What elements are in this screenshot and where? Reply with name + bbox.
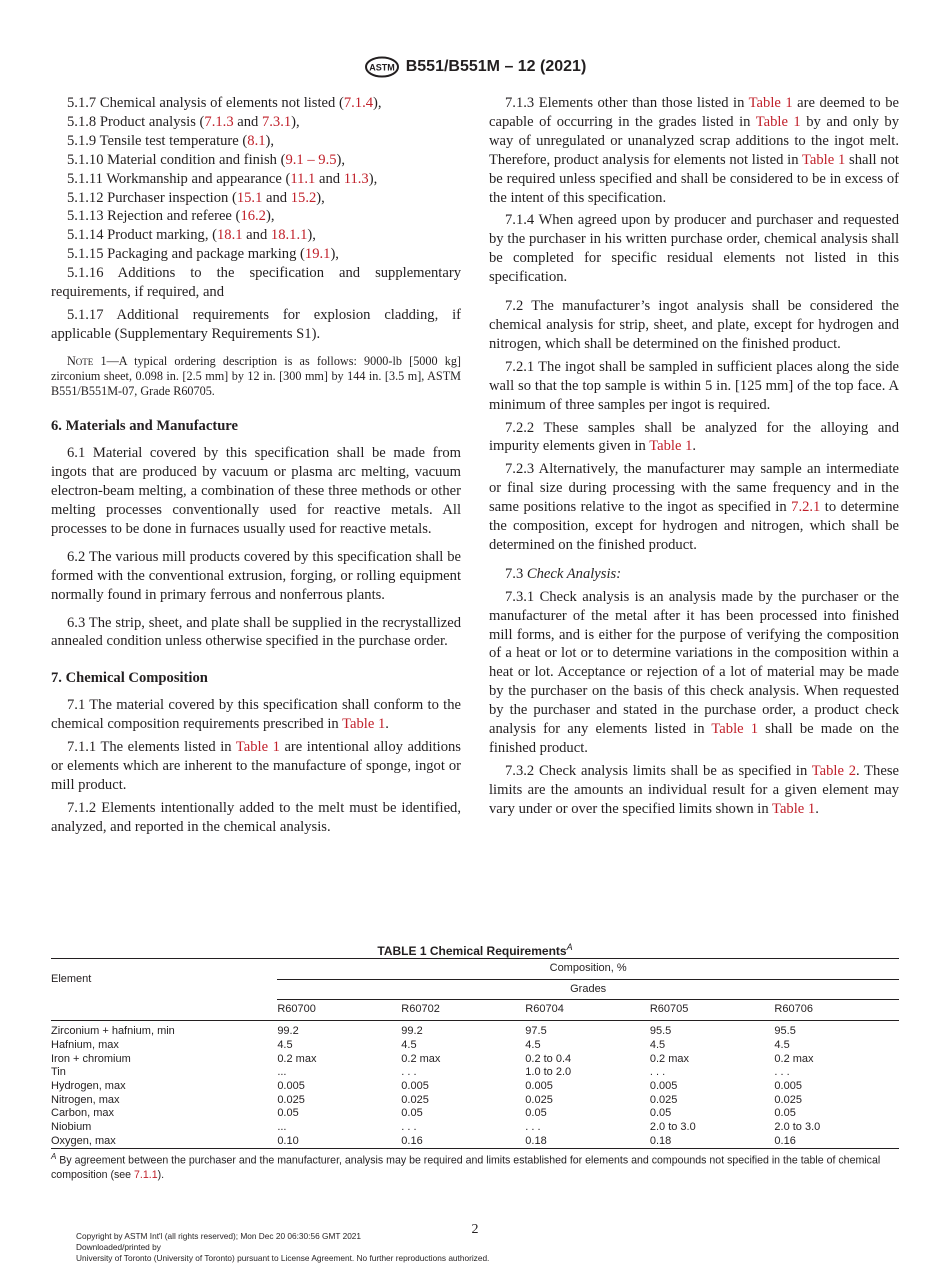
- value-cell: . . .: [401, 1066, 417, 1079]
- table-row: [51, 1094, 899, 1108]
- table-1-link[interactable]: Table 1: [802, 151, 846, 168]
- copyright-notice: [76, 1231, 489, 1263]
- para-7-1-text: 7.1 The material covered by this specification shall conform to the chemical composition requirements prescribed in: [51, 697, 461, 733]
- table-row: [51, 1121, 899, 1135]
- footnote-mark: A: [51, 1152, 57, 1161]
- table-row: [51, 1021, 899, 1039]
- element-cell: Niobium: [51, 1121, 92, 1134]
- astm-logo-icon: [364, 56, 400, 78]
- para-7-3-1-text: 7.3.1 Check analysis is an analysis made by the purchaser or the manufacturer of the metal after it has been processed into finished mill forms, and is either for the purpose of verifying the composition of a heat or lot or to determine variations in the composition within a heat or lot. Acceptance or rejection of a lot of material may be made by the purchaser on the basis of this check analysis. When requested by the purchaser and stated in the purchase order, a product check analysis for any elements listed in: [489, 588, 899, 738]
- table-caption-footnote-mark: A: [566, 942, 573, 952]
- right-column: [489, 94, 899, 819]
- value-cell: 4.5: [277, 1038, 293, 1051]
- list-item-text: 5.1.12 Purchaser inspection (: [67, 189, 237, 206]
- section-7-2-1-link[interactable]: 7.2.1: [791, 499, 821, 516]
- copyright-line: Copyright by ASTM Int'l (all rights reserved); Mon Dec 20 06:30:56 GMT 2021: [76, 1231, 362, 1241]
- value-cell: 0.005: [525, 1079, 553, 1092]
- section-ref-link[interactable]: 16.2: [240, 208, 266, 225]
- element-cell: Hydrogen, max: [51, 1079, 126, 1092]
- para-7-3-1: [489, 588, 899, 758]
- grades-header: Grades: [277, 979, 899, 1000]
- footnote-end: ).: [157, 1168, 165, 1181]
- value-cell: 0.2 max: [277, 1052, 317, 1065]
- para-6-2: 6.2 The various mill products covered by this specification shall be formed with the conventional extrusion, forging, or rolling equipment normally found in primary ferrous and nonferrous plants.: [51, 548, 461, 603]
- table-row: [51, 1053, 899, 1067]
- section-ref-link[interactable]: 8.1: [247, 132, 266, 149]
- composition-header: Composition, %: [277, 959, 899, 980]
- value-cell: 0.005: [774, 1079, 802, 1092]
- table-1-link[interactable]: Table 1: [755, 113, 801, 130]
- left-column: [51, 94, 461, 837]
- list-item-text: 5.1.11 Workmanship and appearance (: [67, 170, 291, 187]
- value-cell: 97.5: [525, 1025, 547, 1038]
- para-7-3: [489, 565, 899, 584]
- svg-text:ASTM: ASTM: [368, 62, 395, 73]
- element-cell: Oxygen, max: [51, 1135, 277, 1149]
- ordering-requirements-list: [51, 94, 461, 264]
- value-cell: 1.0 to 2.0: [525, 1066, 572, 1079]
- value-cell: 0.025: [401, 1093, 429, 1106]
- list-item-separator: and: [242, 227, 271, 244]
- table-row: [51, 1066, 899, 1080]
- value-cell: 0.2 to 0.4: [525, 1052, 572, 1065]
- para-6-1: 6.1 Material covered by this specification shall be made from ingots that are produced by vacuum or plasma arc melting, vacuum electron-beam melting, a combination of these three methods or other melting processes conventionally used for reactive metals. All processes to be done in furnaces usually used for reactive metals.: [51, 445, 461, 537]
- para-7-1-3-text-d: shall not be required unless specified and shall be considered to be in excess of the intent of this specification.: [489, 151, 899, 206]
- element-cell: Tin: [51, 1066, 66, 1079]
- value-cell: . . .: [774, 1066, 790, 1079]
- table-1-link[interactable]: Table 1: [235, 739, 280, 756]
- value-cell: 0.2 max: [774, 1052, 814, 1065]
- value-cell: 0.16: [401, 1135, 525, 1149]
- para-7-3-1-end: shall be made on the finished product.: [489, 721, 899, 756]
- document-title: B551/B551M – 12 (2021): [405, 58, 587, 75]
- section-ref-link[interactable]: 15.2: [290, 189, 317, 206]
- grades-row-spacer: [51, 1000, 277, 1021]
- table-1-link[interactable]: Table 1: [649, 438, 693, 455]
- para-7-2-2-end: .: [692, 438, 697, 455]
- para-5-1-16: 5.1.16 Additions to the specification and supplementary requirements, if required, and: [51, 265, 461, 301]
- para-7-2: 7.2 The manufacturer’s ingot analysis shall be considered the chemical analysis for strip, sheet, and plate, except for hydrogen and nitrogen, which shall be determined on the finished product.: [489, 298, 899, 352]
- value-cell: 0.18: [525, 1135, 650, 1149]
- table-row: [51, 1107, 899, 1121]
- value-cell: 4.5: [525, 1038, 541, 1051]
- value-cell: 99.2: [401, 1025, 423, 1038]
- para-7-3-number: 7.3: [505, 565, 527, 582]
- para-7-1-4: 7.1.4 When agreed upon by producer and purchaser and requested by the purchaser in his written purchase order, chemical analysis shall be completed for specific residual elements not listed in this specification.: [489, 212, 899, 286]
- para-7-1-2: 7.1.2 Elements intentionally added to the melt must be identified, analyzed, and reported in the chemical analysis.: [51, 799, 461, 835]
- list-item: [51, 245, 461, 264]
- section-6-heading: 6. Materials and Manufacture: [51, 418, 238, 435]
- value-cell: 0.10: [277, 1135, 401, 1149]
- copyright-line: Downloaded/printed by: [76, 1241, 161, 1252]
- value-cell: 0.025: [277, 1093, 305, 1106]
- para-7-1-3-text-b: are deemed to be capable of occurring in the grades listed in: [489, 95, 900, 130]
- list-item-end: ),: [316, 189, 325, 206]
- value-cell: 2.0 to 3.0: [774, 1121, 821, 1134]
- page-number: 2: [471, 1222, 479, 1237]
- table-1-link[interactable]: Table 1: [711, 721, 759, 738]
- chemical-requirements-table: [51, 958, 899, 1149]
- value-cell: 0.05: [401, 1107, 423, 1120]
- para-7-1-1: [51, 738, 461, 795]
- para-7-2-3-text: 7.2.3 Alternatively, the manufacturer may sample an intermediate or final size during processing with the same frequency and in the same positions relative to the ingot as specified in: [489, 461, 899, 516]
- value-cell: 0.025: [649, 1093, 678, 1106]
- para-7-1-end: .: [385, 716, 389, 733]
- grade-header-cell: R60705: [650, 1000, 775, 1021]
- para-7-3-2-text-a: 7.3.2 Check analysis limits shall be as specified in: [505, 762, 812, 779]
- grade-header-cell: R60706: [774, 1000, 899, 1021]
- value-cell: 0.005: [649, 1079, 678, 1092]
- value-cell: 0.16: [774, 1135, 899, 1149]
- value-cell: 0.005: [401, 1079, 429, 1092]
- para-7-3-2-text-b: . These limits are the amounts an individual result for a given element may vary under or over the specified limits shown in: [489, 762, 899, 817]
- value-cell: . . .: [649, 1066, 666, 1079]
- list-item-text: 5.1.10 Material condition and finish (: [67, 151, 286, 168]
- para-7-3-title: Check Analysis:: [526, 565, 622, 582]
- value-cell: 4.5: [649, 1038, 666, 1051]
- table-1-link[interactable]: Table 1: [342, 716, 386, 733]
- list-item-text: 5.1.15 Packaging and package marking (: [67, 246, 305, 263]
- section-ref-link[interactable]: 11.1: [290, 170, 316, 187]
- para-7-2-1: 7.2.1 The ingot shall be sampled in sufficient places along the side wall so that the top sample is within 5 in. [125 mm] of the top face. A minimum of three samples per ingot is required.: [489, 358, 899, 413]
- element-cell: Nitrogen, max: [51, 1093, 120, 1106]
- table-caption: [0, 942, 950, 958]
- table-body: [51, 1021, 899, 1149]
- value-cell: 0.05: [525, 1107, 547, 1120]
- list-item: [51, 189, 461, 208]
- section-ref-link[interactable]: 7.3.1: [261, 113, 292, 130]
- list-item-end: ),: [368, 170, 378, 187]
- list-item-text: 5.1.7 Chemical analysis of elements not listed (: [67, 95, 344, 111]
- value-cell: 4.5: [401, 1038, 417, 1051]
- table-header-row: [51, 959, 899, 980]
- value-cell: 0.18: [650, 1135, 775, 1149]
- list-item: [51, 113, 461, 132]
- table-row: [51, 1135, 899, 1149]
- para-7-2-2-text: 7.2.2 These samples shall be analyzed for the alloying and impurity elements given in: [489, 419, 899, 455]
- list-item-separator: and: [262, 189, 291, 206]
- page-header: [0, 56, 950, 82]
- grade-header-cell: R60700: [277, 1000, 401, 1021]
- value-cell: 0.025: [525, 1093, 553, 1106]
- list-item-text: 5.1.9 Tensile test temperature (: [67, 132, 248, 149]
- grade-header-cell: R60704: [525, 1000, 650, 1021]
- para-7-3-2: [489, 762, 899, 819]
- list-item-separator: and: [233, 113, 262, 130]
- value-cell: . . .: [525, 1121, 541, 1134]
- value-cell: 95.5: [774, 1025, 796, 1038]
- element-cell: Zirconium + hafnium, min: [51, 1025, 175, 1038]
- table-row: [51, 1039, 899, 1053]
- value-cell: 0.05: [649, 1107, 672, 1120]
- section-ref-link[interactable]: 7.1.3: [204, 113, 234, 130]
- para-5-1-17: 5.1.17 Additional requirements for explosion cladding, if applicable (Supplementary Requirements S1).: [51, 306, 461, 342]
- element-cell: Hafnium, max: [51, 1038, 119, 1051]
- para-7-1-1-end: are intentional alloy additions or elements which are inherent to the manufacture of sponge, ingot or mill product.: [51, 739, 461, 793]
- table-1-link[interactable]: Table 1: [772, 800, 816, 817]
- copyright-line: University of Toronto (University of Toronto) pursuant to License Agreement. No further reproductions authorized.: [76, 1252, 490, 1263]
- value-cell: 99.2: [277, 1025, 299, 1038]
- list-item: [51, 170, 461, 189]
- para-7-1-3-text-c: by and only by way of unregulated or unanalyzed scrap additions to the ingot melt. Therefore, product analysis for elements not listed in: [489, 113, 899, 168]
- element-header: Element: [51, 959, 277, 1000]
- para-7-1: [51, 696, 461, 734]
- list-item-text: 5.1.14 Product marking, (: [67, 227, 217, 244]
- section-7-1-1-link[interactable]: 7.1.1: [134, 1168, 158, 1181]
- list-item-end: ),: [330, 246, 339, 263]
- list-item-text: 5.1.8 Product analysis (: [67, 113, 205, 130]
- para-7-1-3-text-a: 7.1.3 Elements other than those listed in: [505, 95, 749, 111]
- para-7-2-2: [489, 419, 899, 457]
- value-cell: 0.2 max: [649, 1052, 689, 1065]
- section-ref-link[interactable]: 9.1 – 9.5: [285, 151, 337, 168]
- element-cell: Carbon, max: [51, 1107, 114, 1120]
- para-7-2-3: [489, 460, 899, 555]
- value-cell: 95.5: [649, 1025, 672, 1038]
- list-item-end: ),: [307, 227, 316, 244]
- footnote-text: By agreement between the purchaser and the manufacturer, analysis may be required and limits established for elements and compounds not specified in the table of chemical composition (see: [51, 1154, 881, 1181]
- list-item-end: ),: [265, 132, 275, 149]
- section-ref-link[interactable]: 18.1.1: [270, 227, 308, 244]
- list-item-end: ),: [291, 113, 300, 130]
- section-ref-link[interactable]: 15.1: [236, 189, 263, 206]
- value-cell: . . .: [401, 1121, 417, 1134]
- table-caption-text: TABLE 1 Chemical Requirements: [377, 944, 567, 958]
- section-ref-link[interactable]: 18.1: [216, 227, 243, 244]
- value-cell: 0.005: [277, 1079, 305, 1092]
- note-text: —A typical ordering description is as follows: 9000-lb [5000 kg] zirconium sheet, 0.098 in. [2.5 mm] by 12 in. [300 mm] by 144 in. [3.5 m], ASTM B551/B551M-07, Grade R60705.: [51, 353, 461, 399]
- para-7-1-3: [489, 94, 899, 207]
- value-cell: 2.0 to 3.0: [649, 1121, 696, 1134]
- list-item: [51, 132, 461, 151]
- section-ref-link[interactable]: 7.1.4: [343, 95, 374, 111]
- value-cell: 0.05: [277, 1107, 299, 1120]
- section-7-heading: 7. Chemical Composition: [51, 670, 208, 687]
- table-row: [51, 1080, 899, 1094]
- grades-row: [51, 1000, 899, 1021]
- para-7-3-2-end: .: [815, 800, 819, 817]
- table-2-link[interactable]: Table 2: [811, 762, 856, 779]
- list-item-separator: and: [315, 170, 344, 187]
- value-cell: 0.2 max: [401, 1052, 441, 1065]
- para-7-2-3-end: to determine the composition, except for hydrogen and nitrogen, which shall be determined on the finished product.: [489, 499, 899, 553]
- list-item: [51, 207, 461, 226]
- value-cell: 4.5: [774, 1038, 790, 1051]
- element-cell: Iron + chromium: [51, 1052, 131, 1065]
- note-1: [51, 354, 461, 400]
- value-cell: 0.05: [774, 1107, 796, 1120]
- value-cell: ...: [277, 1121, 287, 1134]
- list-item: [51, 226, 461, 245]
- grade-header-cell: R60702: [401, 1000, 525, 1021]
- section-ref-link[interactable]: 11.3: [343, 170, 369, 187]
- section-ref-link[interactable]: 19.1: [304, 246, 331, 263]
- value-cell: ...: [277, 1066, 287, 1079]
- para-6-3: 6.3 The strip, sheet, and plate shall be supplied in the recrystallized annealed condition unless otherwise specified in the purchase order.: [51, 614, 461, 650]
- list-item: [51, 94, 461, 113]
- list-item-end: ),: [265, 208, 275, 225]
- value-cell: 0.025: [774, 1093, 802, 1106]
- note-label: Note 1: [67, 353, 107, 368]
- list-item-text: 5.1.13 Rejection and referee (: [67, 208, 241, 225]
- list-item-end: ),: [336, 151, 346, 168]
- list-item-end: ),: [373, 95, 382, 111]
- list-item: [51, 151, 461, 170]
- table-footnote: [51, 1150, 899, 1182]
- para-7-1-1-text: 7.1.1 The elements listed in: [67, 739, 236, 756]
- table-1-link[interactable]: Table 1: [748, 95, 793, 111]
